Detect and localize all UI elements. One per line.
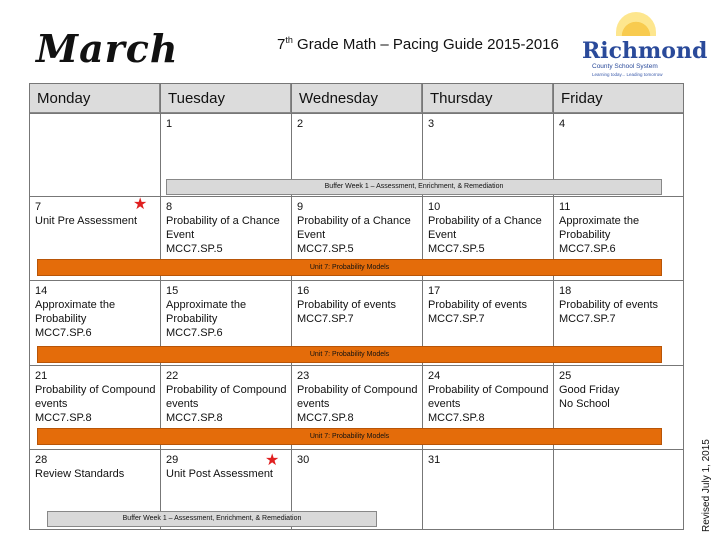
day-cell[interactable]: 25 Good Friday No School bbox=[559, 370, 620, 410]
day-header-label: Friday bbox=[561, 90, 603, 107]
day-cell[interactable]: 28 Review Standards bbox=[35, 454, 125, 480]
calendar-grid bbox=[29, 83, 684, 530]
day-header-label: Thursday bbox=[430, 90, 493, 107]
logo-tagline: Learning today... Leading tomorrow bbox=[592, 72, 663, 77]
day-cell[interactable]: 2 bbox=[297, 118, 304, 130]
day-cell[interactable]: 17 Probability of events MCC7.SP.7 bbox=[428, 285, 528, 325]
day-cell[interactable]: 23 Probability of Compound events MCC7.SP.8 bbox=[297, 370, 418, 424]
day-header-label: Tuesday bbox=[168, 90, 225, 107]
day-cell[interactable]: 7 Unit Pre Assessment bbox=[35, 201, 138, 227]
day-cell[interactable]: 4 bbox=[559, 118, 566, 130]
page-title bbox=[277, 35, 559, 53]
day-cell[interactable]: 8 Probability of a Chance Event MCC7.SP.5 bbox=[166, 201, 280, 255]
unit-banner: Unit 7: Probability Models bbox=[37, 428, 662, 445]
star-icon: ★ bbox=[265, 452, 280, 469]
unit-banner: Unit 7: Probability Models bbox=[37, 259, 662, 276]
day-cell[interactable]: 3 bbox=[428, 118, 435, 130]
title-text: Grade Math – Pacing Guide 2015-2016 bbox=[292, 36, 559, 53]
day-cell[interactable]: 30 bbox=[297, 454, 310, 466]
day-header-label: Wednesday bbox=[299, 90, 378, 107]
day-cell[interactable]: 18 Probability of events MCC7.SP.7 bbox=[559, 285, 659, 325]
revised-date: Revised July 1, 2015 bbox=[701, 439, 712, 532]
district-logo bbox=[582, 12, 708, 78]
day-cell[interactable]: 9 Probability of a Chance Event MCC7.SP.5 bbox=[297, 201, 411, 255]
day-cell[interactable]: 11 Approximate the Probability MCC7.SP.6 bbox=[559, 201, 640, 255]
day-cell[interactable]: 31 bbox=[428, 454, 441, 466]
day-cell[interactable]: 14 Approximate the Probability MCC7.SP.6 bbox=[35, 285, 116, 339]
day-cell[interactable]: 21 Probability of Compound events MCC7.SP.8 bbox=[35, 370, 156, 424]
day-cell[interactable]: 1 bbox=[166, 118, 173, 130]
title-suffix: th bbox=[285, 35, 293, 45]
day-cell[interactable]: 15 Approximate the Probability MCC7.SP.6 bbox=[166, 285, 247, 339]
sun-icon bbox=[616, 12, 656, 36]
day-cell[interactable]: 24 Probability of Compound events MCC7.SP.8 bbox=[428, 370, 549, 424]
day-cell[interactable]: 16 Probability of events MCC7.SP.7 bbox=[297, 285, 397, 325]
day-cell[interactable]: 29 Unit Post Assessment bbox=[166, 454, 273, 480]
day-cell[interactable]: 10 Probability of a Chance Event MCC7.SP.5 bbox=[428, 201, 542, 255]
unit-banner: Buffer Week 1 – Assessment, Enrichment, & Remediation bbox=[166, 179, 662, 195]
unit-banner: Unit 7: Probability Models bbox=[37, 346, 662, 363]
month-title: March bbox=[36, 26, 179, 71]
star-icon: ★ bbox=[133, 196, 148, 213]
unit-banner: Buffer Week 1 – Assessment, Enrichment, & Remediation bbox=[47, 511, 377, 527]
title-grade: 7 bbox=[277, 36, 286, 53]
day-header-label: Monday bbox=[37, 90, 91, 107]
logo-subtitle: County School System bbox=[592, 63, 658, 70]
logo-name: Richmond bbox=[582, 38, 708, 64]
day-cell[interactable]: 22 Probability of Compound events MCC7.SP.8 bbox=[166, 370, 287, 424]
